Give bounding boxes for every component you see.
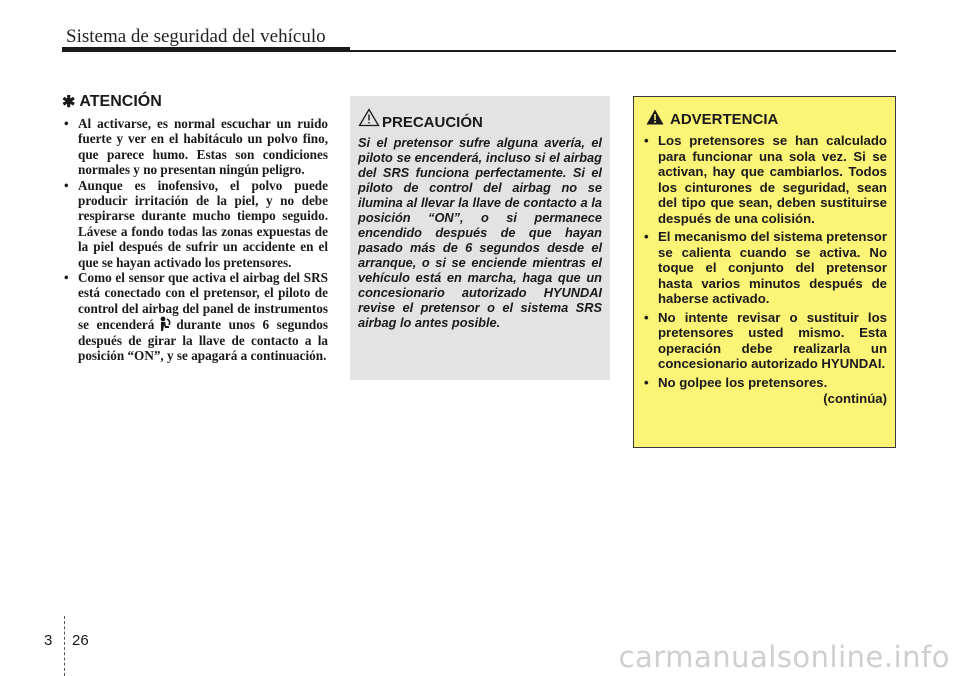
caution-heading <box>358 108 602 131</box>
airbag-warning-icon <box>158 316 172 332</box>
notice-item: • Al activarse, es normal escuchar un ruido fuerte y ver en el habitáculo un polvo fino, que parece humo. Estas son condiciones normales y no presentan ningún peligro. <box>62 116 328 178</box>
warning-list <box>642 133 887 390</box>
notice-item-text: durante unos 6 segundos después de girar la llave de contacto a la posición “ON”, y se apagará a continuación. <box>78 317 328 364</box>
warning-box <box>633 96 896 448</box>
continued-label: (continúa) <box>823 391 887 406</box>
warning-item: • Los pretensores se han calculado para funcionar una sola vez. Si se activan, hay que cambiarlos. Todos los cinturones de seguridad, sean del tipo que sean, deben sustituirse después de una colisión. <box>642 133 887 226</box>
notice-heading <box>62 92 328 112</box>
watermark-text: carmanualsonline.info <box>618 640 950 674</box>
caution-title: PRECAUCIÓN <box>382 114 483 131</box>
notice-item: • Aunque es inofensivo, el polvo puede producir irritación de la piel, y no debe respirarse durante mucho tiempo seguido. Lávese a fondo todas las zonas expuestas de la piel después de sufrir un accidente en el que se hayan activado los pretensores. <box>62 178 328 270</box>
notice-list <box>62 116 328 364</box>
notice-item <box>62 270 328 363</box>
warning-title: ADVERTENCIA <box>670 110 779 128</box>
asterisk-icon: ✱ <box>62 94 76 111</box>
notice-title: ATENCIÓN <box>79 93 162 110</box>
warning-item: • No intente revisar o sustituir los pretensores usted mismo. Esta operación debe realizarla un concesionario autorizado HYUNDAI. <box>642 310 887 372</box>
page-number: 26 <box>72 632 89 649</box>
page-divider <box>64 616 65 676</box>
warning-heading <box>642 109 887 129</box>
caution-text: Si el pretensor sufre alguna avería, el piloto se encenderá, incluso si el airbag del SRS funciona perfectamente. Si el piloto de control del airbag no se ilumina al llevar la llave de contacto a la posición “ON”, o si permanece encendido después de que hayan pasado más de 6 segundos desde el arranque, o si se enciende mientras el vehículo está en marcha, haga que un concesionario autorizado HYUNDAI revise el pretensor o el sistema SRS airbag lo antes posible. <box>358 135 602 330</box>
notice-item-text: Como el sensor que activa el airbag del SRS está conectado con el pretensor, el piloto de control del airbag del panel de instrumentos se encenderá <box>78 270 328 333</box>
page-header-title: Sistema de seguridad del vehículo <box>66 26 326 47</box>
warning-triangle-filled-icon <box>646 109 664 129</box>
header-rule-thin <box>350 50 896 52</box>
section-number: 3 <box>44 632 53 649</box>
warning-triangle-outline-icon <box>358 108 380 131</box>
warning-item: • No golpee los pretensores. <box>642 375 887 391</box>
notice-section <box>62 92 328 364</box>
caution-box <box>350 96 610 380</box>
header-rule-thick <box>62 47 350 52</box>
warning-item: • El mecanismo del sistema pretensor se calienta cuando se activa. No toque el conjunto del pretensor hasta varios minutos después de haberse activado. <box>642 229 887 307</box>
